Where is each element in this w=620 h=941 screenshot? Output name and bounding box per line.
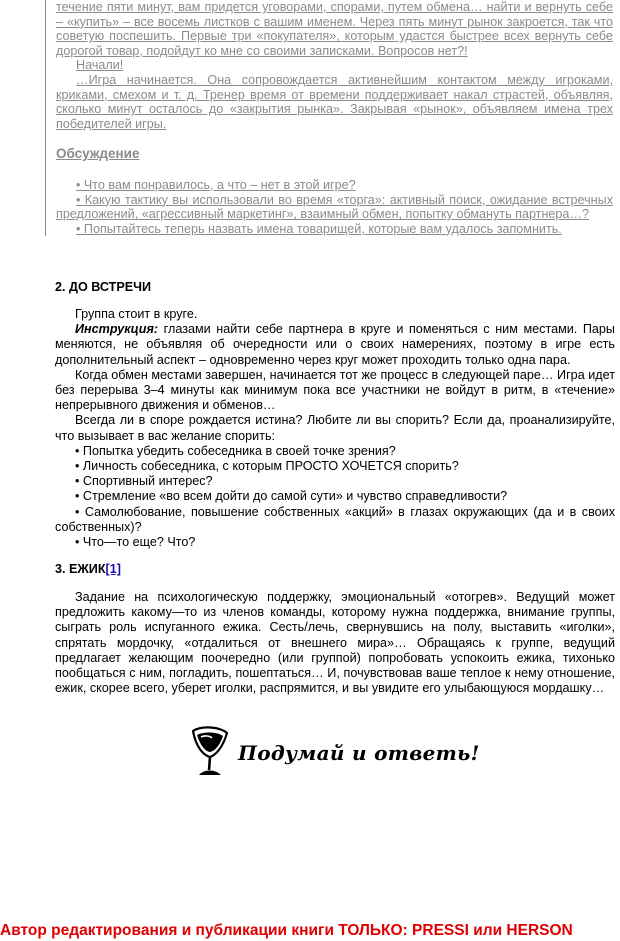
section-2-bullet-5: • Самолюбование, повышение собственных «акций» в глазах окружающих (да и в своих собственных)? [55,504,615,534]
intro-paragraph-1: течение пяти минут, вам придется уговорами, спорами, путем обмена… найти и вернуть себе – «купить» – все восемь листков с вашим именем. Через пять минут рынок закроется, так что советую поспешить. Первые три «покупателя», которым удастся быстрее всех вернуть себе дорогой товар, подойдут ко мне со своими записками. Вопросов нет?! [56,0,613,58]
emblem-caption: Подумай и ответь! [238,741,480,765]
section-2-bullet-2: • Личность собеседника, с которым ПРОСТО ХОЧЕТСЯ спорить? [75,459,459,474]
section-2-paragraph-1: Группа стоит в круге. [75,307,198,321]
discussion-title: Обсуждение [56,146,140,162]
think-and-answer-emblem [190,722,490,784]
section-2-bullet-4: • Стремление «во всем дойти до самой сути» и чувство справедливости? [75,489,508,504]
instruction-text: глазами найти себе партнера в круге и поменяться с ним местами. Пары меняются, не объявляя об очередности или о своих намерениях, поэтому в игре есть дополнительный аспект – одновременно через круг может проходить только одна пара. [55,322,615,367]
section-3-heading [55,562,615,577]
discussion-item-2[interactable]: • Какую тактику вы использовали во время «торга»: активный поиск, ожидание встречных предложений, «агрессивный маркетинг», взаимный обмен, попытку обмануть партнера…? [56,192,613,222]
section-2-body [55,307,615,550]
discussion-item-1[interactable]: • Что вам понравилось, а что – нет в этой игре? [76,177,356,192]
section-2-bullet-3: • Спортивный интерес? [75,474,213,489]
intro-paragraph-3: …Игра начинается. Она сопровождается активнейшим контактом между игроками, криками, смехом и т. д. Тренер время от времени поддерживает накал страстей, объявляя, сколько минут осталось до «закрытия рынка». Закрывая «рынок», объявляем имена трех победителей игры. [56,72,613,131]
section-2-paragraph-4: Всегда ли в споре рождается истина? Любите ли вы спорить? Если да, проанализируйте, что вызывает в вас желание спорить: [55,413,615,443]
discussion-item-3[interactable]: • Попытайтесь теперь назвать имена товарищей, которые вам удалось запомнить. [76,221,562,236]
section-2-bullet-1: • Попытка убедить собеседника в своей точке зрения? [75,443,396,458]
goblet-icon [190,725,230,781]
quoted-game-block [45,0,613,236]
section-2-heading: 2. ДО ВСТРЕЧИ [55,280,152,294]
section-3-body [55,590,615,696]
section-2-instruction [55,322,615,368]
section-3-title: 3. ЕЖИК [55,562,106,576]
footnote-link[interactable]: [1] [105,562,121,576]
instruction-label: Инструкция: [75,322,159,337]
intro-paragraph-2: Начали! [76,58,124,73]
section-2-bullet-6: • Что—то еще? Что? [75,535,196,550]
section-2-paragraph-3: Когда обмен местами завершен, начинается тот же процесс в следующей паре… Игра идет без перерыва 3–4 минуты как минимум пока все участники не войдут в ритм, в «течение» непрерывного движения и обменов… [55,367,615,413]
section-3-paragraph-1: Задание на психологическую поддержку, эмоциональный «отогрев». Ведущий может предложить какому—то из членов команды, которому нужна поддержка, внимание группы, сыграть роль испуганного ежика. Сесть/лечь, свернувшись на полу, выставить «иголки», спрятать мордочку, «отдалиться от внешнего мира»… Обращаясь к группе, ведущий предлагает желающим поочередно (или группой) попробовать успокоить ежика, тихонько пообщаться с ним, погладить, пошептаться… И, почувствовав ваше теплое к нему отношение, ежик, скорее всего, уберет иголки, распрямится, и вы увидите его улыбающуюся мордашку… [55,590,615,696]
footer-notice: Автор редактирования и публикации книги ТОЛЬКО: PRESSI или HERSON [0,922,573,939]
